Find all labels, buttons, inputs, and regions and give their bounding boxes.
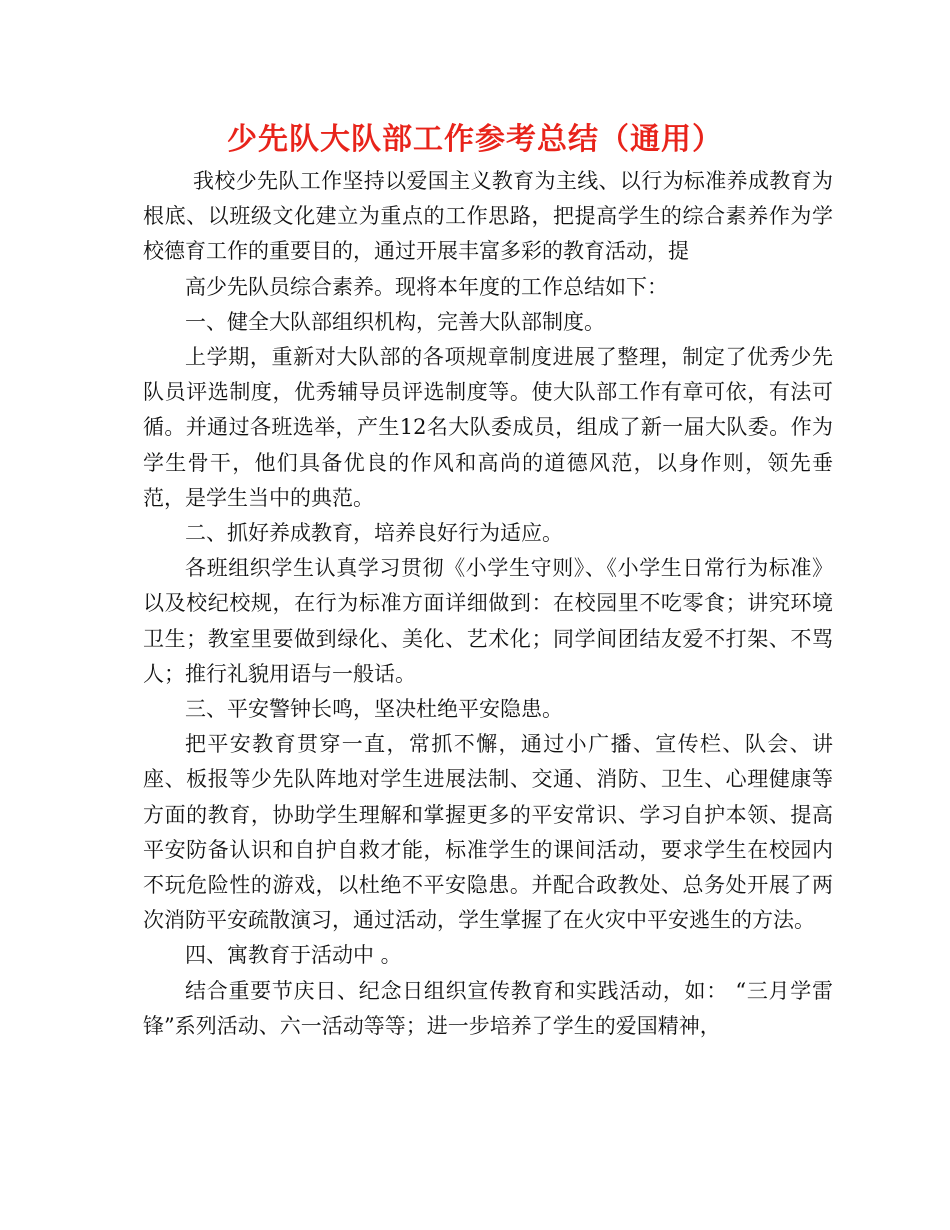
section-heading-4: 四、寓教育于活动中 。 [185, 943, 402, 968]
section-heading-3: 三、平安警钟长鸣，坚决杜绝平安隐患。 [185, 697, 563, 722]
paragraph-section-2: 各班组织学生认真学习贯彻《小学生守则》、《小学生日常行为标准》以及校纪校规，在行为标准方面详细做到：在校园里不吃零食；讲究环境卫生；教室里要做到绿化、美化、艺术化；同学间团结友爱不打架、不骂人；推行礼貌用语与一般话。 [143, 556, 833, 686]
paragraph-intro-continued: 高少先队员综合素养。现将本年度的工作总结如下： [185, 274, 668, 299]
section-heading-1: 一、健全大队部组织机构，完善大队部制度。 [185, 309, 605, 334]
paragraph-intro: 我校少先队工作坚持以爱国主义教育为主线、以行为标准养成教育为根底、以班级文化建立为重点的工作思路，把提高学生的综合素养作为学校德育工作的重要目的，通过开展丰富多彩的教育活动，提 [143, 169, 833, 264]
paragraph-section-3: 把平安教育贯穿一直，常抓不懈，通过小广播、宣传栏、队会、讲座、板报等少先队阵地对学生进展法制、交通、消防、卫生、心理健康等方面的教育，协助学生理解和掌握更多的平安常识、学习自护本领、提高平安防备认识和自护自救才能，标准学生的课间活动，要求学生在校园内不玩危险性的游戏，以杜绝不平安隐患。并配合政教处、总务处开展了两次消防平安疏散演习，通过活动，学生掌握了在火灾中平安逃生的方法。 [143, 732, 833, 933]
paragraph-section-1: 上学期，重新对大队部的各项规章制度进展了整理，制定了优秀少先队员评选制度，优秀辅导员评选制度等。使大队部工作有章可依，有法可循。并通过各班选举，产生12名大队委成员，组成了新一届大队委。作为学生骨干，他们具备优良的作风和高尚的道德风范，以身作则，领先垂范，是学生当中的典范。 [143, 345, 833, 510]
section-heading-2: 二、抓好养成教育，培养良好行为适应。 [185, 521, 563, 546]
document-title: 少先队大队部工作参考总结（通用） [227, 122, 723, 157]
paragraph-section-4: 结合重要节庆日、纪念日组织宣传教育和实践活动，如： “三月学雷锋”系列活动、六一活动等等；进一步培养了学生的爱国精神， [143, 978, 833, 1038]
document-body [143, 164, 833, 1044]
